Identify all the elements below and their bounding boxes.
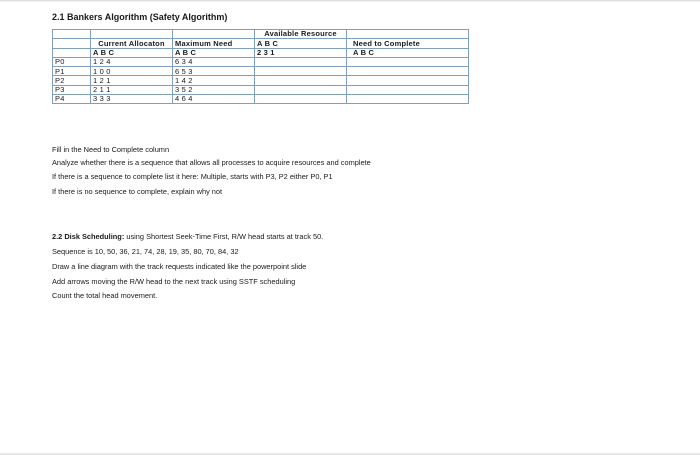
- max-need-cell: 6 3 4: [173, 57, 255, 66]
- allocation-cell: 1 0 0: [91, 67, 173, 76]
- table-cell: [53, 39, 91, 48]
- need-to-complete-header: Need to Complete: [347, 39, 469, 48]
- need-cell[interactable]: [347, 76, 469, 85]
- need-cell[interactable]: [347, 95, 469, 104]
- allocation-cell: 2 1 1: [91, 85, 173, 94]
- table-row: [53, 76, 469, 85]
- instruction-fill-need: Fill in the Need to Complete column: [52, 145, 170, 154]
- available-values: 2 3 1: [255, 48, 347, 57]
- disk-sequence-line: Sequence is 10, 50, 36, 21, 74, 28, 19, 35, 80, 70, 84, 32: [52, 247, 239, 256]
- max-need-cell: 4 6 4: [173, 95, 255, 104]
- table-row: [53, 57, 469, 66]
- page-top-edge: [0, 0, 700, 2]
- available-cell: [255, 57, 347, 66]
- table-row: [53, 85, 469, 94]
- process-cell: P2: [53, 76, 91, 85]
- table-cell: [347, 30, 469, 39]
- available-resource-header: Available Resource: [255, 30, 347, 39]
- process-cell: P0: [53, 57, 91, 66]
- allocation-abc-header: A B C: [91, 48, 173, 57]
- max-need-abc-header: A B C: [173, 48, 255, 57]
- available-cell: [255, 85, 347, 94]
- allocation-cell: 1 2 1: [91, 76, 173, 85]
- allocation-cell: 1 2 4: [91, 57, 173, 66]
- process-cell: P3: [53, 85, 91, 94]
- table-cell: [53, 48, 91, 57]
- max-need-cell: 1 4 2: [173, 76, 255, 85]
- allocation-cell: 3 3 3: [91, 95, 173, 104]
- table-cell: [91, 30, 173, 39]
- section-2-title-rest: using Shortest Seek-Time First, R/W head starts at track 50.: [124, 232, 324, 241]
- max-need-cell: 3 5 2: [173, 85, 255, 94]
- available-cell: [255, 95, 347, 104]
- table-header-row: [53, 30, 469, 39]
- section-2-title: 2.2 Disk Scheduling:: [52, 232, 125, 241]
- bankers-table: [52, 29, 469, 104]
- table-cell: [53, 30, 91, 39]
- available-abc-header: A B C: [255, 39, 347, 48]
- table-header-row: [53, 39, 469, 48]
- disk-draw-instruction: Draw a line diagram with the track requests indicated like the powerpoint slide: [52, 262, 307, 271]
- section-1-title: 2.1 Bankers Algorithm (Safety Algorithm): [52, 12, 228, 22]
- available-cell: [255, 67, 347, 76]
- instruction-sequence-answer: If there is a sequence to complete list it here: Multiple, starts with P3, P2 either P0, P1: [52, 172, 333, 181]
- need-cell[interactable]: [347, 67, 469, 76]
- max-need-cell: 6 5 3: [173, 67, 255, 76]
- table-row: [53, 95, 469, 104]
- instruction-analyze: Analyze whether there is a sequence that allows all processes to acquire resources and complete: [52, 158, 371, 167]
- maximum-need-header: Maximum Need: [173, 39, 255, 48]
- process-cell: P1: [53, 67, 91, 76]
- need-cell[interactable]: [347, 85, 469, 94]
- table-cell: [173, 30, 255, 39]
- available-cell: [255, 76, 347, 85]
- disk-arrows-instruction: Add arrows moving the R/W head to the next track using SSTF scheduling: [52, 277, 296, 286]
- process-cell: P4: [53, 95, 91, 104]
- table-header-row: [53, 48, 469, 57]
- current-allocation-header: Current Allocaton: [91, 39, 173, 48]
- need-cell[interactable]: [347, 57, 469, 66]
- instruction-no-sequence: If there is no sequence to complete, explain why not: [52, 187, 223, 196]
- disk-count-instruction: Count the total head movement.: [52, 291, 158, 300]
- section-2-heading-line: [52, 233, 323, 240]
- table-row: [53, 67, 469, 76]
- need-abc-header: A B C: [347, 48, 469, 57]
